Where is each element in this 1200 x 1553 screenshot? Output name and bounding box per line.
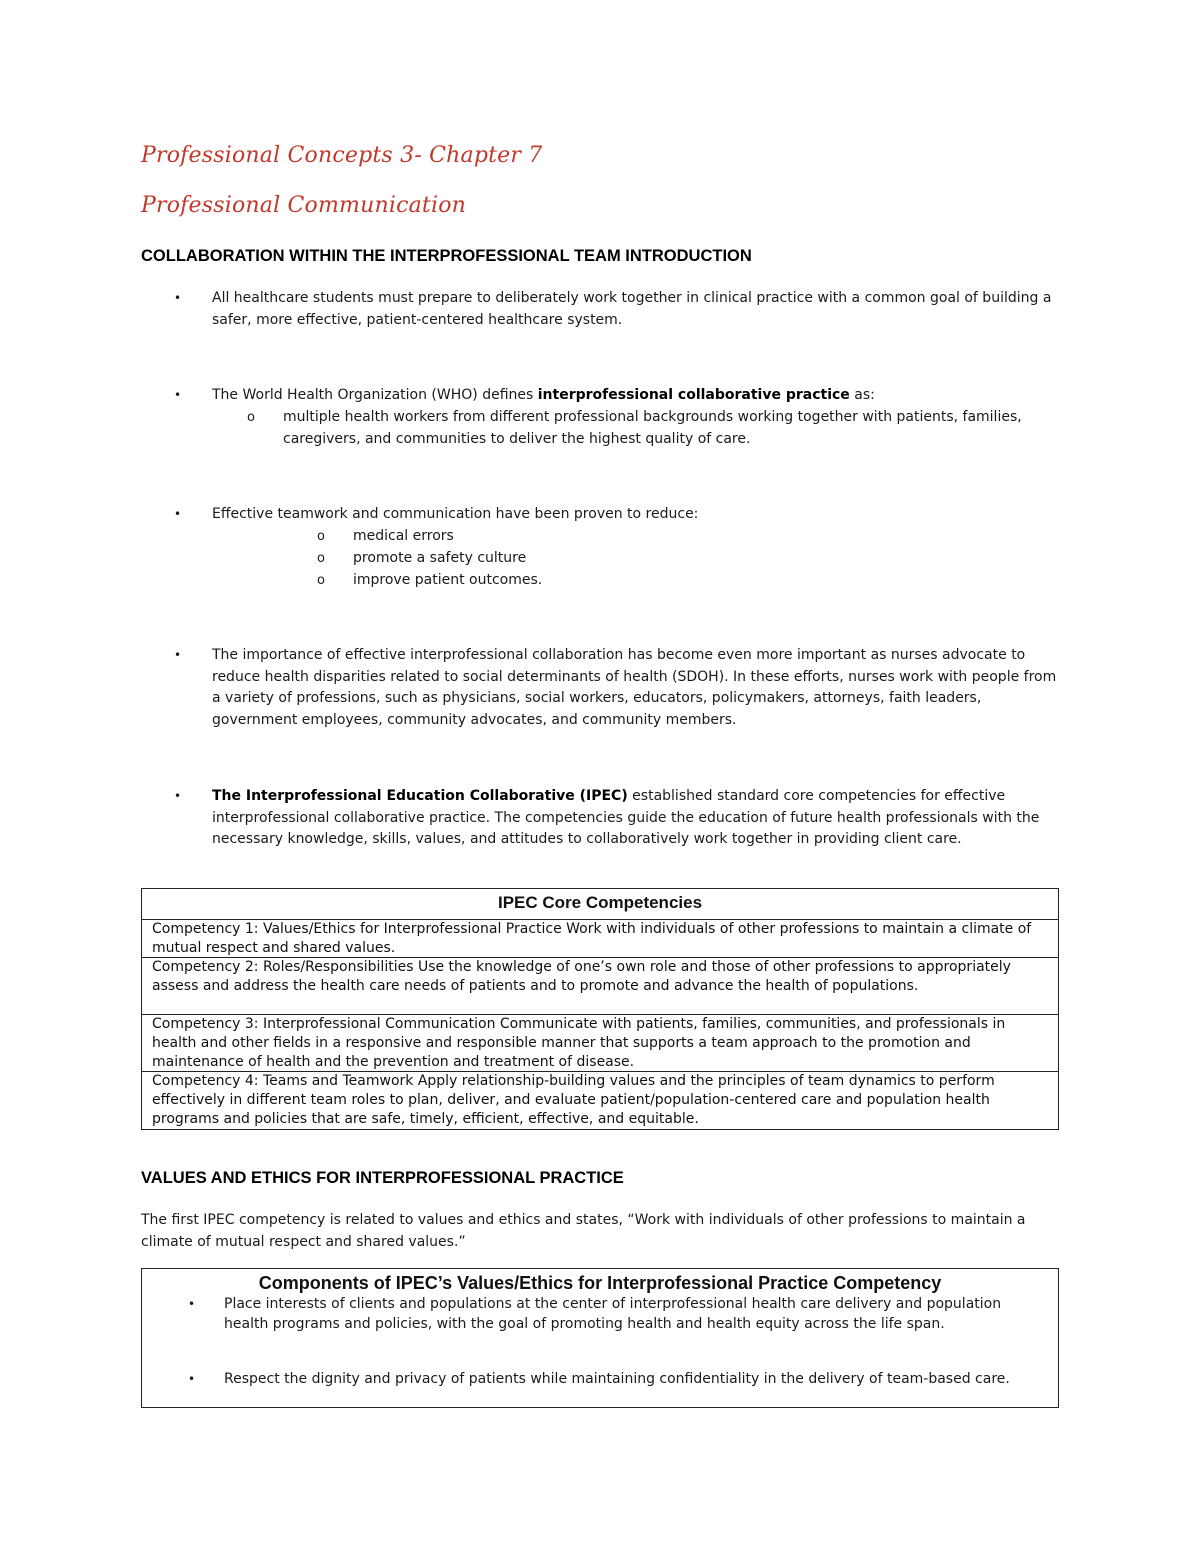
bullet-item-2 (174, 385, 1057, 407)
sub-item-patient-outcomes (317, 570, 543, 592)
sub-item-safety-culture (317, 548, 527, 570)
bullet-icon: • (174, 507, 182, 521)
bullet-icon: • (188, 1297, 196, 1311)
document-title: Professional Concepts 3- Chapter 7 (141, 143, 543, 168)
table-row: Competency 3: Interprofessional Communication Communicate with patients, families, communities, and professionals in health and other fields in a responsive and responsible manner that supports a team approach to the promotion and maintenance of health and the prevention and treatment of disease. (142, 1015, 1058, 1072)
bullet-text: Effective teamwork and communication have been proven to reduce: (212, 506, 699, 522)
table-header: IPEC Core Competencies (142, 889, 1058, 920)
bullet-item-1 (174, 288, 1057, 331)
ipec-competencies-table (141, 888, 1059, 1130)
components-header: Components of IPEC’s Values/Ethics for Interprofessional Practice Competency (258, 1273, 942, 1293)
section-heading-values-ethics: VALUES AND ETHICS FOR INTERPROFESSIONAL PRACTICE (141, 1169, 624, 1187)
sub-bullet-icon: o (247, 410, 255, 425)
table-row: Competency 1: Values/Ethics for Interprofessional Practice Work with individuals of other professions to maintain a climate of mutual respect and shared values. (142, 920, 1058, 958)
sub-item-text: improve patient outcomes. (353, 572, 543, 588)
sub-item-text: promote a safety culture (353, 550, 527, 566)
bullet-item-3 (174, 504, 1057, 526)
bullet-icon: • (174, 789, 182, 803)
sub-item-who-definition (247, 407, 1043, 450)
bullet-icon: • (174, 648, 182, 662)
bullet-icon: • (188, 1372, 196, 1386)
bullet-text-bold: The Interprofessional Education Collaborative (IPEC) (212, 788, 628, 804)
bullet-text-bold: interprofessional collaborative practice (537, 387, 850, 403)
list-item-text: Respect the dignity and privacy of patients while maintaining confidentiality in the delivery of team-based care. (224, 1371, 1010, 1387)
values-ethics-paragraph: The first IPEC competency is related to values and ethics and states, “Work with individuals of other professions to maintain a climate of mutual respect and shared values.” (141, 1212, 1026, 1250)
document-subtitle: Professional Communication (141, 193, 467, 218)
bullet-text-post: established standard core competencies for effective interprofessional collaborative practice. The competencies guide the education of future health professionals with the necessary knowledge, skills, values, and attitudes to collaboratively work together in providing client care. (212, 788, 1040, 847)
bullet-text-post: as: (849, 387, 875, 403)
bullet-text-pre: The World Health Organization (WHO) defines (212, 387, 538, 403)
section-heading-collaboration: COLLABORATION WITHIN THE INTERPROFESSIONAL TEAM INTRODUCTION (141, 247, 752, 265)
sub-bullet-icon: o (317, 573, 325, 588)
sub-bullet-icon: o (317, 551, 325, 566)
sub-bullet-icon: o (317, 529, 325, 544)
bullet-item-5 (174, 786, 1057, 851)
list-item-text: Place interests of clients and populations at the center of interprofessional health care delivery and population health programs and policies, with the goal of promoting health and health equity across the life span. (224, 1296, 1002, 1332)
sub-item-text: medical errors (353, 528, 454, 544)
bullet-icon: • (174, 388, 182, 402)
sub-item-text: multiple health workers from different professional backgrounds working together with patients, families, caregivers, and communities to deliver the highest quality of care. (283, 409, 1022, 447)
bullet-item-4 (174, 645, 1057, 731)
list-item (188, 1295, 1044, 1334)
bullet-icon: • (174, 291, 182, 305)
sub-item-medical-errors (317, 526, 454, 548)
components-box (141, 1268, 1059, 1408)
list-item (188, 1370, 1044, 1390)
table-row: Competency 4: Teams and Teamwork Apply relationship-building values and the principles of team dynamics to perform effectively in different team roles to plan, deliver, and evaluate patient/population-centered care and population health programs and policies that are safe, timely, efficient, effective, and equitable. (152, 1073, 995, 1127)
bullet-text: The importance of effective interprofessional collaboration has become even more important as nurses advocate to reduce health disparities related to social determinants of health (SDOH). In these efforts, nurses work with people from a variety of professions, such as physicians, social workers, educators, policymakers, attorneys, faith leaders, government employees, community advocates, and community members. (212, 647, 1057, 728)
table-row: Competency 2: Roles/Responsibilities Use the knowledge of one’s own role and those of other professions to appropriately assess and address the health care needs of patients and to promote and advance the health of populations. (142, 958, 1058, 1015)
bullet-text: All healthcare students must prepare to deliberately work together in clinical practice with a common goal of building a safer, more effective, patient-centered healthcare system. (212, 290, 1052, 328)
